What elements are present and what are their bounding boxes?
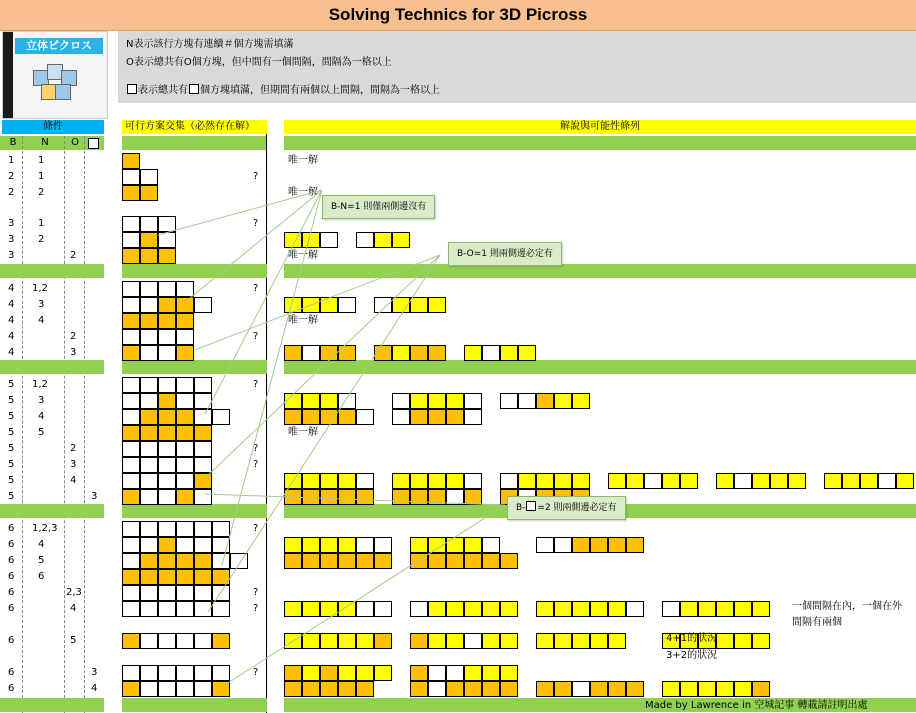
cond-b: 4: [8, 331, 15, 342]
cond-b: 6: [8, 523, 15, 534]
callout-bn: B-N=1 則僅兩側邊沒有: [322, 195, 435, 219]
cond-b: 4: [8, 315, 15, 326]
cond-o: 2: [70, 331, 77, 342]
cond-b: 5: [8, 459, 15, 470]
cond-o: 4: [70, 603, 77, 614]
cond-b: 6: [8, 603, 15, 614]
solutions-header: 可行方案交集（必然存在解）: [122, 120, 267, 134]
row-note: 唯一解: [288, 250, 318, 261]
cond-o: 2: [70, 443, 77, 454]
cond-n: 1,2,3: [32, 523, 58, 534]
cond-b: 5: [8, 491, 15, 502]
cond-b: 5: [8, 411, 15, 422]
cond-b: 1: [8, 155, 15, 166]
col-o-header: O: [71, 137, 79, 148]
cond-b: 6: [8, 539, 15, 550]
cover-logo: 立体ピクロス: [15, 38, 103, 54]
cond-square: 3: [91, 667, 98, 678]
cond-b: 3: [8, 218, 15, 229]
col-n-header: N: [41, 137, 49, 148]
cond-o: 2,3: [66, 587, 82, 598]
cond-b: 4: [8, 299, 15, 310]
cond-n: 4: [38, 411, 45, 422]
cond-n: 2: [38, 234, 45, 245]
cond-b: 5: [8, 475, 15, 486]
square-symbol-icon: [526, 501, 536, 511]
callout-bo: B-O=1 則兩側邊必定有: [448, 242, 562, 266]
explanation-header: 解說與可能性條列: [284, 120, 916, 134]
side-note: 4+1的狀況: [666, 633, 718, 644]
cond-square: 3: [91, 491, 98, 502]
cond-o: 5: [70, 635, 77, 646]
cond-n: 5: [38, 427, 45, 438]
cond-b: 6: [8, 555, 15, 566]
uncertain-mark: ?: [253, 218, 259, 229]
cond-o: 2: [70, 250, 77, 261]
cond-b: 3: [8, 234, 15, 245]
cond-b: 5: [8, 427, 15, 438]
side-note: 一個間隔在內，一個在外: [792, 601, 902, 612]
cond-b: 2: [8, 187, 15, 198]
uncertain-mark: ?: [253, 587, 259, 598]
cond-n: 4: [38, 539, 45, 550]
cond-b: 6: [8, 683, 15, 694]
cond-n: 6: [38, 571, 45, 582]
cond-b: 5: [8, 395, 15, 406]
cond-b: 2: [8, 171, 15, 182]
uncertain-mark: ?: [253, 523, 259, 534]
side-note: 3+2的狀況: [666, 650, 718, 661]
cond-n: 1: [38, 155, 45, 166]
cond-b: 5: [8, 379, 15, 390]
cond-square: 4: [91, 683, 98, 694]
conditions-header: 條件: [2, 120, 104, 134]
cond-o: 4: [70, 475, 77, 486]
col-b-header: B: [9, 137, 17, 148]
note-square: 表示總共有 個方塊填滿，但期間有兩個以上間隔，間隔為一格以上: [126, 81, 440, 96]
uncertain-mark: ?: [253, 171, 259, 182]
cond-n: 1: [38, 218, 45, 229]
callout-bsq: B- =2 則兩側邊必定有: [507, 496, 626, 520]
cond-o: 3: [70, 347, 77, 358]
cond-b: 4: [8, 347, 15, 358]
cond-b: 3: [8, 250, 15, 261]
uncertain-mark: ?: [253, 283, 259, 294]
cond-b: 6: [8, 635, 15, 646]
cond-n: 1,2: [32, 379, 48, 390]
cond-b: 6: [8, 587, 15, 598]
cond-b: 4: [8, 283, 15, 294]
uncertain-mark: ?: [253, 331, 259, 342]
cond-n: 5: [38, 555, 45, 566]
row-note: 唯一解: [288, 315, 318, 326]
cond-n: 3: [38, 299, 45, 310]
cond-n: 1,2: [32, 283, 48, 294]
uncertain-mark: ?: [253, 443, 259, 454]
uncertain-mark: ?: [253, 379, 259, 390]
cond-b: 6: [8, 571, 15, 582]
note-o: O表示總共有O個方塊，但中間有一個間隔，間隔為一格以上: [126, 57, 392, 68]
footer-credit: Made by Lawrence in 空城記事 轉載請註明出處: [645, 700, 868, 711]
row-note: 唯一解: [288, 187, 318, 198]
row-note: 唯一解: [288, 427, 318, 438]
cond-n: 2: [38, 187, 45, 198]
side-note: 間隔有兩個: [792, 617, 842, 628]
cond-n: 1: [38, 171, 45, 182]
page-title: Solving Technics for 3D Picross: [328, 5, 588, 24]
row-note: 唯一解: [288, 155, 318, 166]
note-n: N表示該行方塊有連續＃個方塊需填滿: [126, 39, 294, 50]
uncertain-mark: ?: [253, 603, 259, 614]
cond-b: 5: [8, 443, 15, 454]
uncertain-mark: ?: [253, 459, 259, 470]
uncertain-mark: ?: [253, 667, 259, 678]
cond-n: 4: [38, 315, 45, 326]
cond-b: 6: [8, 667, 15, 678]
cond-o: 3: [70, 459, 77, 470]
cond-n: 3: [38, 395, 45, 406]
